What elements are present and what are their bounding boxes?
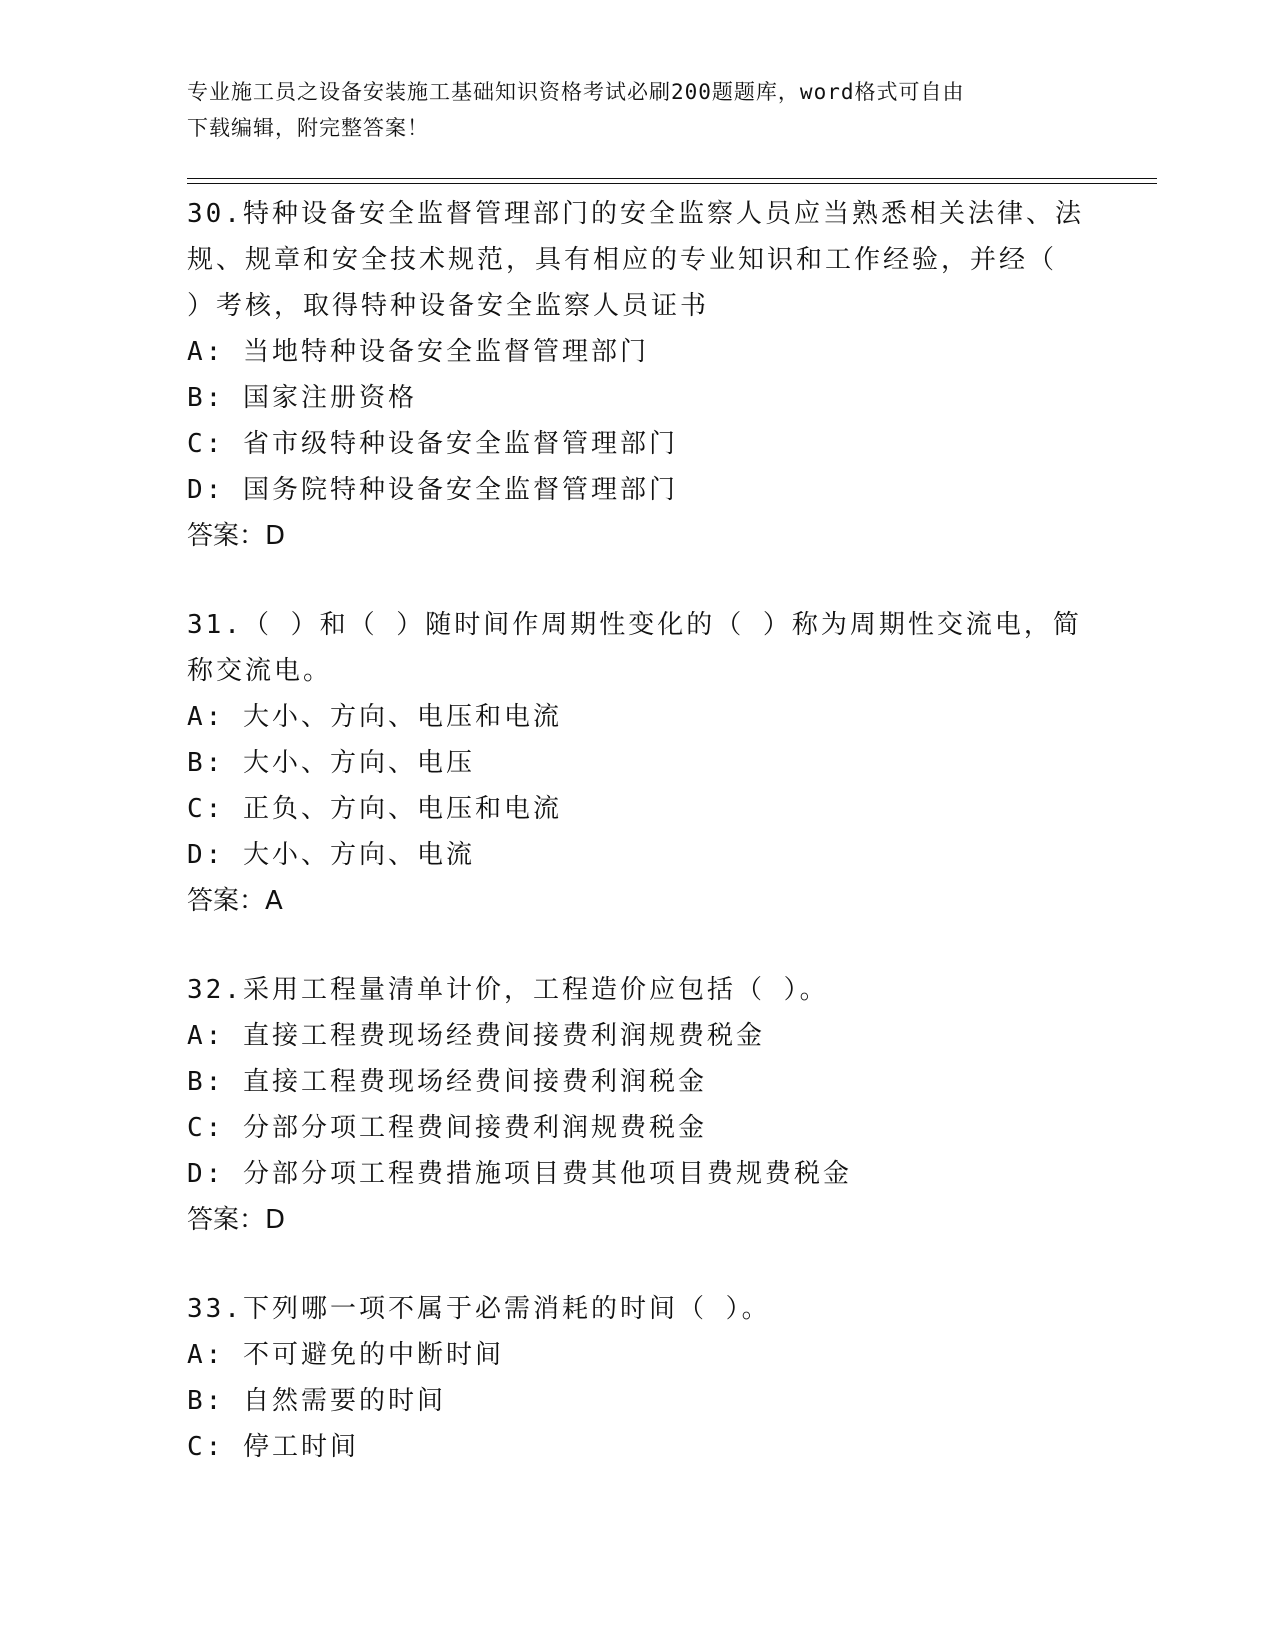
question-32-line-1: 32.采用工程量清单计价，工程造价应包括（ ）。 xyxy=(187,975,829,1005)
question-30-answer: 答案：D xyxy=(187,521,286,551)
question-30-line-2: 规、规章和安全技术规范，具有相应的专业知识和工作经验，并经（ xyxy=(187,245,1058,275)
header-line-1: 专业施工员之设备安装施工基础知识资格考试必刷200题题库，word格式可自由 xyxy=(187,80,965,104)
header-rule-bottom xyxy=(187,183,1157,184)
question-list xyxy=(187,191,1087,1513)
header-line-2: 下载编辑，附完整答案！ xyxy=(187,116,429,140)
question-32-option-c: C: 分部分项工程费间接费利润规费税金 xyxy=(187,1113,707,1143)
question-31-option-d: D: 大小、方向、电流 xyxy=(187,840,475,870)
question-30-option-b: B: 国家注册资格 xyxy=(187,383,417,413)
question-33-option-c: C: 停工时间 xyxy=(187,1432,359,1462)
question-31-line-2: 称交流电。 xyxy=(187,656,333,686)
question-30-line-1: 30.特种设备安全监督管理部门的安全监察人员应当熟悉相关法律、法 xyxy=(187,199,1084,229)
question-31-answer: 答案：A xyxy=(187,886,283,916)
question-31-option-b: B: 大小、方向、电压 xyxy=(187,748,475,778)
question-30 xyxy=(187,191,1087,559)
question-30-option-a: A: 当地特种设备安全监督管理部门 xyxy=(187,337,649,367)
question-32-answer: 答案：D xyxy=(187,1205,286,1235)
question-31-option-a: A: 大小、方向、电压和电流 xyxy=(187,702,562,732)
question-32-option-b: B: 直接工程费现场经费间接费利润税金 xyxy=(187,1067,707,1097)
question-33-option-a: A: 不可避免的中断时间 xyxy=(187,1340,504,1370)
question-32-option-d: D: 分部分项工程费措施项目费其他项目费规费税金 xyxy=(187,1159,852,1189)
question-33-line-1: 33.下列哪一项不属于必需消耗的时间（ ）。 xyxy=(187,1294,771,1324)
question-33 xyxy=(187,1286,1087,1470)
question-31-line-1: 31.（ ）和（ ）随时间作周期性变化的（ ）称为周期性交流电，简 xyxy=(187,610,1082,640)
question-30-option-c: C: 省市级特种设备安全监督管理部门 xyxy=(187,429,678,459)
header-rule-top xyxy=(187,178,1157,179)
question-31-option-c: C: 正负、方向、电压和电流 xyxy=(187,794,562,824)
question-30-line-3: ）考核，取得特种设备安全监察人员证书 xyxy=(187,291,710,321)
question-31 xyxy=(187,602,1087,924)
question-33-option-b: B: 自然需要的时间 xyxy=(187,1386,446,1416)
document-header xyxy=(187,74,1067,146)
question-32 xyxy=(187,967,1087,1243)
question-30-option-d: D: 国务院特种设备安全监督管理部门 xyxy=(187,475,678,505)
question-32-option-a: A: 直接工程费现场经费间接费利润规费税金 xyxy=(187,1021,765,1051)
